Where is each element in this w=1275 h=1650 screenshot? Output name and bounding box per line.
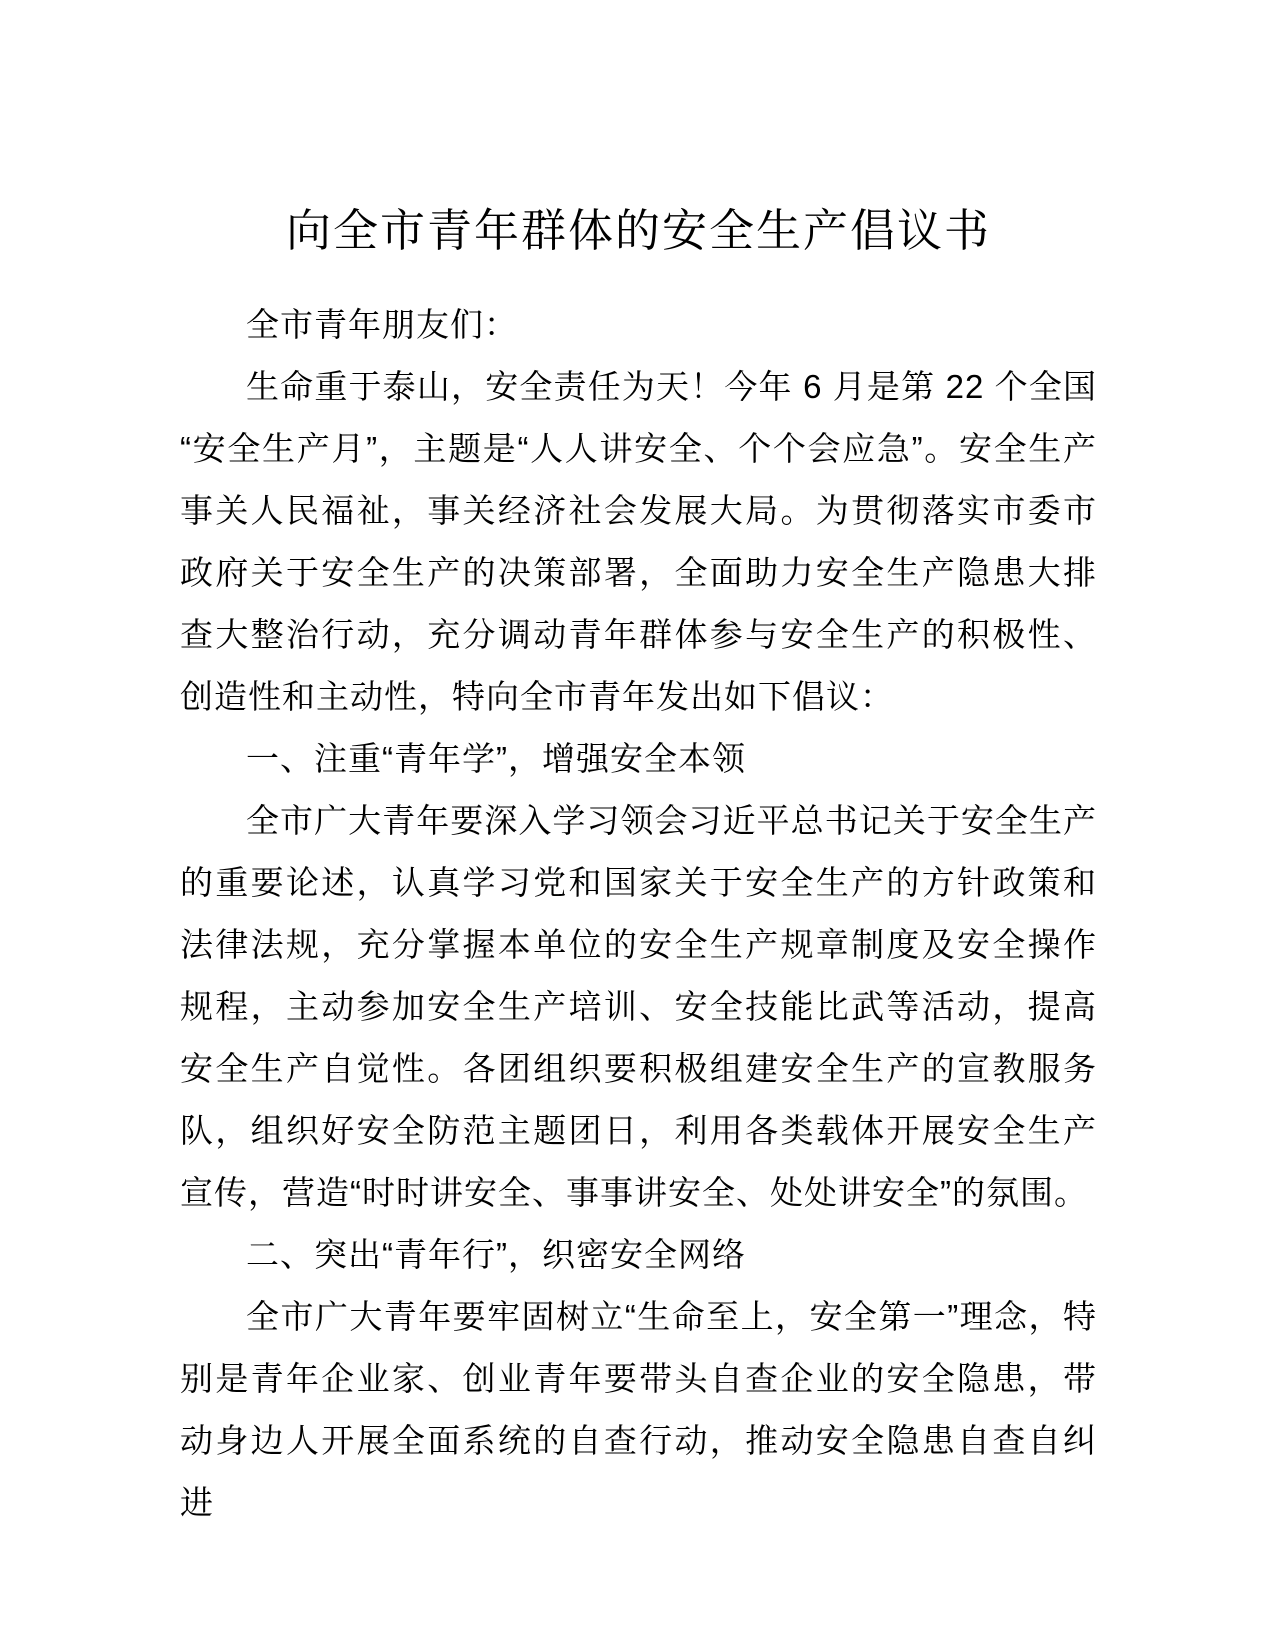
salutation: 全市青年朋友们：	[246, 306, 518, 343]
section-heading: 一、注重“青年学”，增强安全本领	[246, 740, 746, 777]
section-heading: 二、突出“青年行”，织密安全网络	[246, 1236, 746, 1273]
document-title: 向全市青年群体的安全生产倡议书	[285, 205, 991, 256]
document-body	[180, 294, 1097, 1534]
paragraph: 全市广大青年要牢固树立“生命至上，安全第一”理念，特别是青年企业家、创业青年要带头自查企业的安全隐患，带动身边人开展全面系统的自查行动，推动安全隐患自查自纠进	[180, 1298, 1097, 1521]
paragraph: 全市广大青年要深入学习领会习近平总书记关于安全生产的重要论述，认真学习党和国家关于安全生产的方针政策和法律法规，充分掌握本单位的安全生产规章制度及安全操作规程，主动参加安全生产培训、安全技能比武等活动，提高安全生产自觉性。各团组织要积极组建安全生产的宣教服务队，组织好安全防范主题团日，利用各类载体开展安全生产宣传，营造“时时讲安全、事事讲安全、处处讲安全”的氛围。	[180, 802, 1097, 1211]
paragraph: 生命重于泰山，安全责任为天！今年 6 月是第 22 个全国“安全生产月”，主题是“人人讲安全、个个会应急”。安全生产事关人民福祉，事关经济社会发展大局。为贯彻落实市委市政府关于安全生产的决策部署，全面助力安全生产隐患大排查大整治行动，充分调动青年群体参与安全生产的积极性、创造性和主动性，特向全市青年发出如下倡议：	[180, 368, 1097, 715]
